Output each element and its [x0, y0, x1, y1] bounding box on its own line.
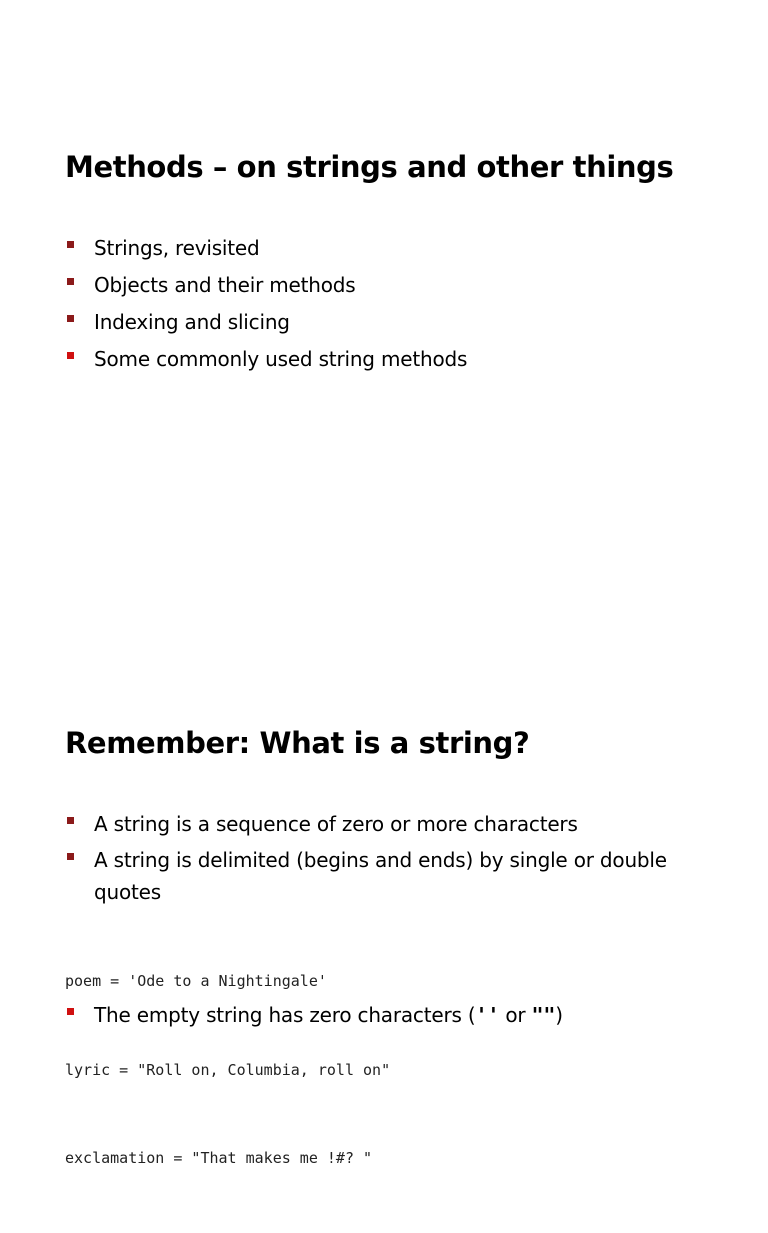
bullet-text: The empty string has zero characters (	[94, 1003, 476, 1027]
empty-string-single-quotes: ''	[475, 1003, 500, 1027]
bullet-list	[65, 808, 715, 912]
list-item	[65, 808, 715, 840]
bullet-text: )	[555, 1003, 563, 1027]
square-bullet-icon	[67, 817, 74, 824]
slide-title: Remember: What is a string?	[65, 726, 530, 760]
square-bullet-icon	[67, 315, 74, 322]
bullet-list	[65, 232, 715, 380]
code-line: lyric = "Roll on, Columbia, roll on"	[65, 1060, 391, 1079]
bullet-text: A string is a sequence of zero or more characters	[94, 812, 578, 836]
square-bullet-icon	[67, 278, 74, 285]
list-item	[65, 232, 715, 264]
slide-methods	[0, 0, 768, 576]
bullet-text: or	[499, 1003, 532, 1027]
code-line: poem = 'Ode to a Nightingale'	[65, 972, 327, 990]
code-line: exclamation = "That makes me !#? "	[65, 1149, 373, 1167]
list-item	[65, 844, 715, 908]
square-bullet-icon	[67, 352, 74, 359]
square-bullet-icon	[67, 241, 74, 248]
square-bullet-icon	[67, 1008, 74, 1015]
bullet-text: Objects and their methods	[94, 273, 356, 297]
bullet-text: A string is delimited (begins and ends) by single or double quotes	[94, 848, 667, 904]
bullet-text: Some commonly used string methods	[94, 347, 468, 371]
list-item	[65, 999, 563, 1031]
slide-title: Methods – on strings and other things	[65, 150, 674, 184]
code-example	[65, 908, 390, 1233]
slide-what-is-a-string	[0, 576, 768, 1167]
square-bullet-icon	[67, 853, 74, 860]
list-item	[65, 269, 715, 301]
empty-string-double-quotes: ""	[531, 1003, 556, 1027]
list-item	[65, 343, 715, 375]
bullet-text: Indexing and slicing	[94, 310, 290, 334]
list-item	[65, 306, 715, 338]
bullet-text: Strings, revisited	[94, 236, 260, 260]
